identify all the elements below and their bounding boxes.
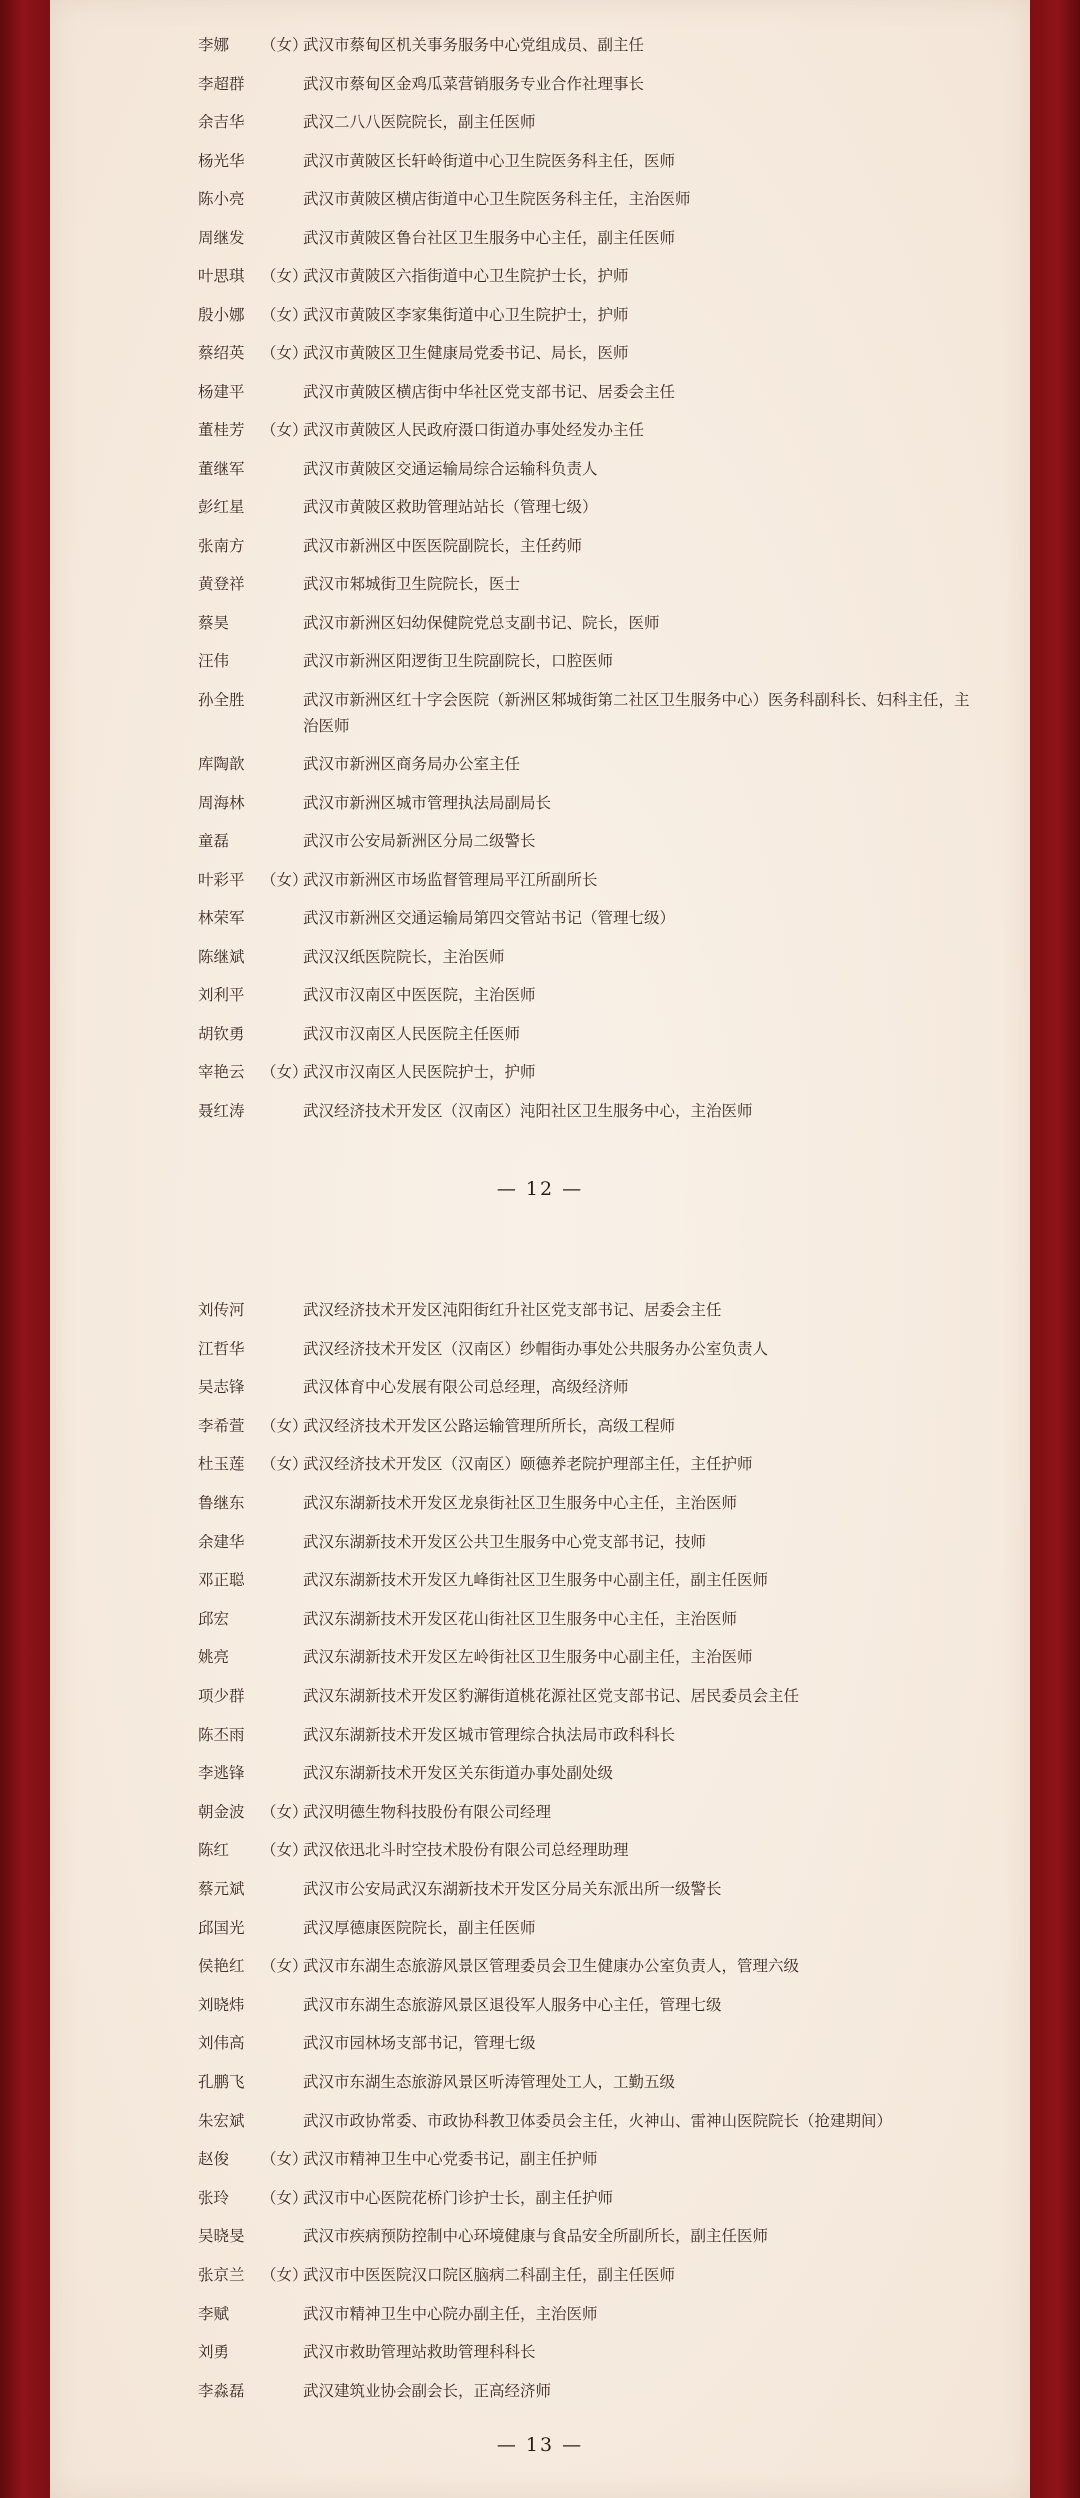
person-name: 杜玉莲 [198,1455,245,1474]
person-position: 武汉东湖新技术开发区龙泉街社区卫生服务中心主任，主治医师 [303,1494,738,1512]
page-number: — 12 — [496,1178,584,1200]
person-position: 武汉市精神卫生中心院办副主任，主治医师 [303,2304,598,2323]
person-name: 彭红星 [198,498,245,516]
person-position: 武汉市黄陂区李家集街道中心卫生院护士，护师 [303,305,629,324]
person-name: 邱宏 [198,1609,230,1628]
person-position: 武汉市新洲区商务局办公室主任 [303,755,521,773]
gender-note: （女） [261,1841,308,1860]
person-position: 武汉厚德康医院院长，副主任医师 [303,1918,536,1937]
person-name: 刘伟高 [198,2034,245,2053]
right-frame-border [1030,0,1080,2498]
person-name: 蔡元斌 [198,1880,245,1898]
person-name: 吴晓旻 [198,2227,245,2246]
person-name: 叶思琪 [198,267,245,285]
person-name: 李淼磊 [198,2381,245,2400]
person-name: 童磊 [198,832,230,850]
person-position: 武汉市救助管理站救助管理科科长 [303,2343,536,2362]
person-name: 邱国光 [198,1918,245,1937]
person-position: 武汉明德生物科技股份有限公司经理 [303,1802,552,1821]
person-position: 武汉东湖新技术开发区花山街社区卫生服务中心主任，主治医师 [303,1609,738,1628]
person-position: 武汉市园林场支部书记，管理七级 [303,2034,536,2053]
person-name: 陈继斌 [198,947,245,966]
gender-note: （女） [261,36,308,54]
person-position: 武汉市汉南区人民医院主任医师 [303,1024,521,1043]
person-name: 蔡绍英 [198,344,245,362]
person-name: 项少群 [198,1687,245,1705]
person-position: 武汉市黄陂区长轩岭街道中心卫生院医务科主任，医师 [303,151,676,170]
gender-note: （女） [261,305,308,324]
person-name: 林荣军 [198,909,245,927]
person-name: 赵俊 [198,2150,230,2169]
person-name: 殷小娜 [198,305,245,324]
page-number: — 13 — [496,2434,584,2456]
gender-note: （女） [261,2266,308,2284]
person-name: 张玲 [198,2188,230,2207]
gender-note: （女） [261,1416,308,1435]
gender-note: （女） [261,1957,308,1976]
person-position: 武汉市黄陂区交通运输局综合运输科负责人 [303,459,598,478]
person-name: 杨建平 [198,382,245,401]
person-name: 李娜 [198,36,230,54]
person-position: 武汉市中医医院汉口院区脑病二科副主任，副主任医师 [303,2266,676,2284]
person-position: 武汉东湖新技术开发区城市管理综合执法局市政科科长 [303,1725,676,1744]
person-position: 武汉东湖新技术开发区公共卫生服务中心党支部书记，技师 [303,1532,707,1551]
person-name: 黄登祥 [198,575,245,593]
gender-note: （女） [261,2188,308,2207]
person-name: 胡钦勇 [198,1024,245,1043]
person-position: 武汉市黄陂区人民政府滠口街道办事处经发办主任 [303,421,645,439]
person-name: 陈丕雨 [198,1725,245,1744]
person-name: 陈小亮 [198,190,245,208]
person-position: 武汉东湖新技术开发区九峰街社区卫生服务中心副主任，副主任医师 [303,1571,769,1590]
gender-note: （女） [261,1455,308,1474]
person-name: 叶彩平 [198,870,245,889]
person-name: 周继发 [198,228,245,247]
person-position: 武汉市中心医院花桥门诊护士长，副主任护师 [303,2188,614,2207]
person-position: 武汉经济技术开发区（汉南区）纱帽街办事处公共服务办公室负责人 [303,1339,769,1358]
person-position: 武汉市黄陂区横店街道中心卫生院医务科主任，主治医师 [303,190,691,208]
person-name: 张京兰 [198,2266,245,2284]
person-position: 武汉市政协常委、市政协科教卫体委员会主任，火神山、雷神山医院院长（抢建期间） [303,2111,893,2130]
person-name: 刘晓炜 [198,1995,245,2014]
person-name: 库陶歆 [198,755,245,773]
person-position: 武汉经济技术开发区（汉南区）沌阳社区卫生服务中心，主治医师 [303,1101,753,1120]
person-position: 武汉市东湖生态旅游风景区退役军人服务中心主任，管理七级 [303,1995,722,2014]
person-position: 武汉市新洲区红十字会医院（新洲区邾城街第二社区卫生服务中心）医务科副科长、妇科主任，主治医师 [303,690,970,735]
person-name: 朝金波 [198,1802,245,1821]
person-name: 孔鹏飞 [198,2073,245,2091]
person-position: 武汉市新洲区中医医院副院长，主任药师 [303,536,583,555]
gender-note: （女） [261,2150,308,2169]
person-name: 陈红 [198,1841,230,1860]
person-position: 武汉市新洲区交通运输局第四交管站书记（管理七级） [303,909,676,927]
person-name: 刘利平 [198,986,245,1004]
person-name: 张南方 [198,536,245,555]
person-position: 武汉市黄陂区横店街中华社区党支部书记、居委会主任 [303,382,676,401]
person-position: 武汉市蔡甸区机关事务服务中心党组成员、副主任 [303,36,645,54]
person-name: 聂红涛 [198,1101,245,1120]
person-position: 武汉市蔡甸区金鸡瓜菜营销服务专业合作社理事长 [303,74,645,93]
person-name: 朱宏斌 [198,2111,245,2130]
person-position: 武汉市黄陂区六指街道中心卫生院护士长，护师 [303,267,629,285]
person-position: 武汉二八八医院院长，副主任医师 [303,113,536,131]
person-name: 蔡昊 [198,613,230,632]
person-position: 武汉市黄陂区救助管理站站长（管理七级） [303,498,598,516]
person-name: 姚亮 [198,1648,230,1667]
gender-note: （女） [261,267,308,285]
person-name: 孙全胜 [198,690,245,709]
person-name: 汪伟 [198,652,230,670]
person-position: 武汉建筑业协会副会长，正高经济师 [303,2381,552,2400]
person-position: 武汉依迅北斗时空技术股份有限公司总经理助理 [303,1841,629,1860]
person-name: 吴志锋 [198,1378,245,1397]
person-name: 刘传河 [198,1301,245,1319]
person-position: 武汉经济技术开发区（汉南区）颐德养老院护理部主任，主任护师 [303,1455,753,1474]
person-position: 武汉市新洲区市场监督管理局平江所副所长 [303,870,598,889]
gender-note: （女） [261,870,308,889]
person-position: 武汉东湖新技术开发区关东街道办事处副处级 [303,1764,614,1783]
gender-note: （女） [261,1802,308,1821]
person-position: 武汉市精神卫生中心党委书记，副主任护师 [303,2150,598,2169]
person-position: 武汉体育中心发展有限公司总经理，高级经济师 [303,1378,629,1397]
person-name: 杨光华 [198,151,245,170]
person-name: 余吉华 [198,113,245,131]
person-name: 李赋 [198,2304,230,2323]
person-position: 武汉汉纸医院院长，主治医师 [303,947,505,966]
person-name: 宰艳云 [198,1063,245,1081]
person-position: 武汉市汉南区中医医院，主治医师 [303,986,536,1004]
person-position: 武汉市东湖生态旅游风景区管理委员会卫生健康办公室负责人，管理六级 [303,1957,800,1976]
person-position: 武汉市新洲区阳逻街卫生院副院长，口腔医师 [303,652,614,670]
gender-note: （女） [261,344,308,362]
person-name: 董桂芳 [198,421,245,439]
person-position: 武汉东湖新技术开发区左岭街社区卫生服务中心副主任，主治医师 [303,1648,753,1667]
person-name: 江哲华 [198,1339,245,1358]
gender-note: （女） [261,1063,308,1081]
person-position: 武汉市新洲区妇幼保健院党总支副书记、院长，医师 [303,613,660,632]
person-name: 李逃锋 [198,1764,245,1783]
person-position: 武汉市黄陂区鲁台社区卫生服务中心主任，副主任医师 [303,228,676,247]
person-position: 武汉经济技术开发区公路运输管理所所长，高级工程师 [303,1416,676,1435]
person-position: 武汉市公安局新洲区分局二级警长 [303,832,536,850]
person-position: 武汉市疾病预防控制中心环境健康与食品安全所副所长，副主任医师 [303,2227,769,2246]
person-position: 武汉经济技术开发区沌阳街红升社区党支部书记、居委会主任 [303,1301,722,1319]
document-paper [50,0,1030,2498]
person-name: 李超群 [198,74,245,93]
person-position: 武汉市汉南区人民医院护士，护师 [303,1063,536,1081]
person-name: 侯艳红 [198,1957,245,1976]
person-position: 武汉东湖新技术开发区豹澥街道桃花源社区党支部书记、居民委员会主任 [303,1687,800,1705]
person-position: 武汉市黄陂区卫生健康局党委书记、局长，医师 [303,344,629,362]
person-name: 邓正聪 [198,1571,245,1590]
person-name: 余建华 [198,1532,245,1551]
gender-note: （女） [261,421,308,439]
person-position: 武汉市邾城街卫生院院长，医士 [303,575,521,593]
person-position: 武汉市公安局武汉东湖新技术开发区分局关东派出所一级警长 [303,1880,722,1898]
person-name: 董继军 [198,459,245,478]
person-position: 武汉市新洲区城市管理执法局副局长 [303,793,552,812]
person-name: 刘勇 [198,2343,230,2362]
person-name: 鲁继东 [198,1494,245,1512]
person-name: 周海林 [198,793,245,812]
person-position: 武汉市东湖生态旅游风景区听涛管理处工人，工勤五级 [303,2073,676,2091]
person-name: 李希萱 [198,1416,245,1435]
